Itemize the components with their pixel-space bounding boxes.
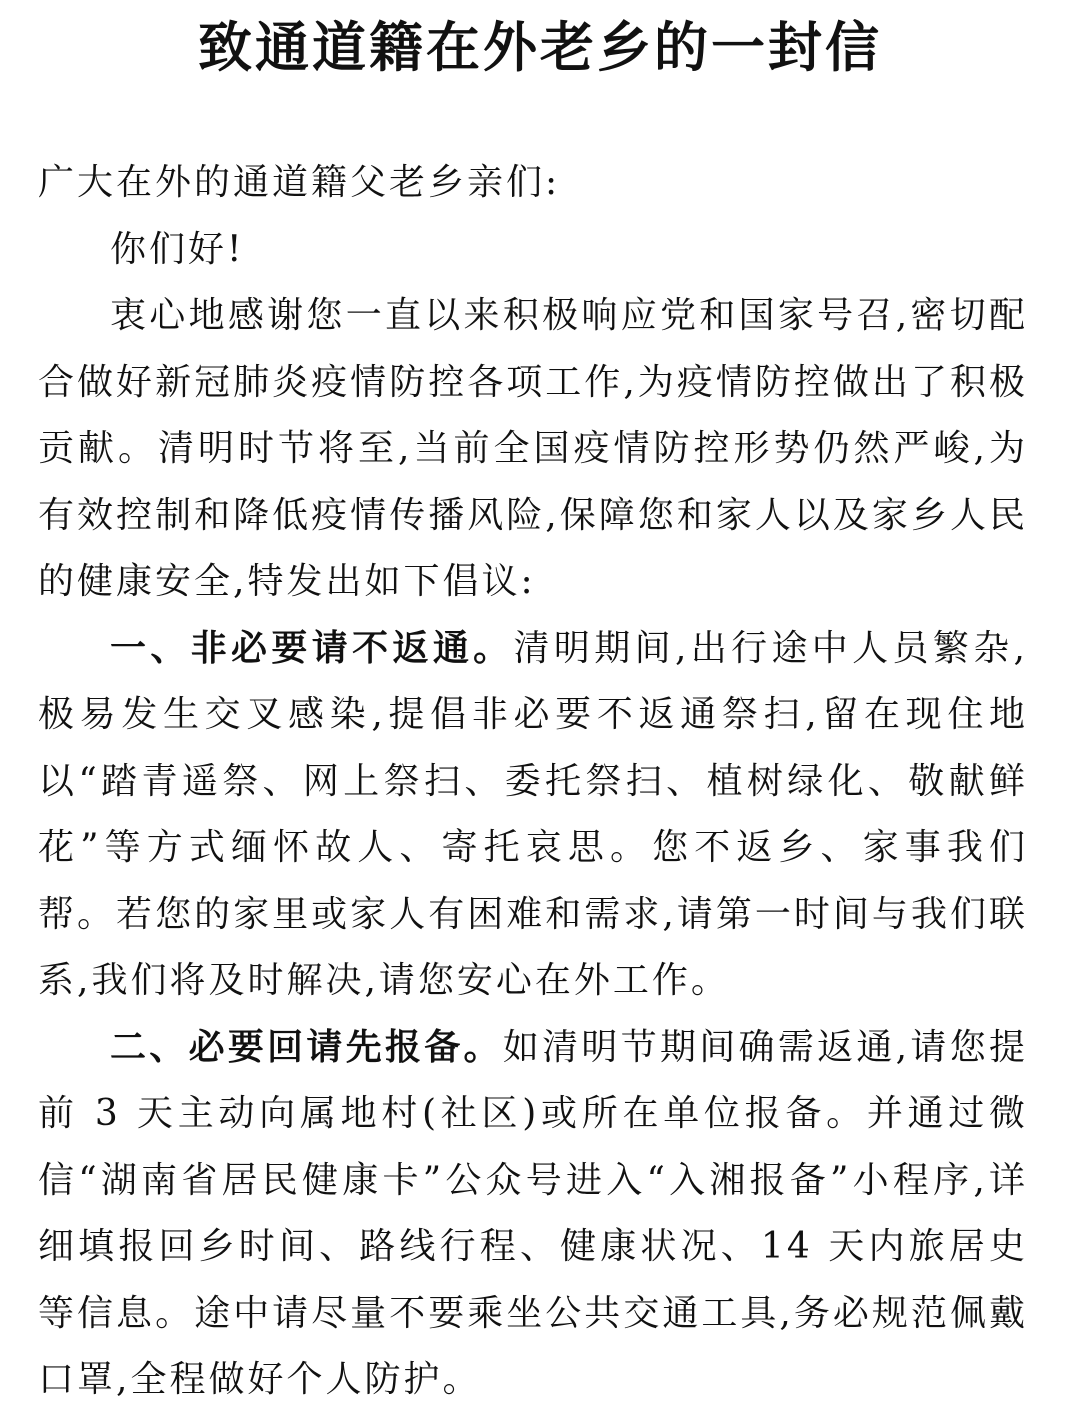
letter-body bbox=[38, 150, 1028, 1414]
item-paragraph-1 bbox=[38, 616, 1028, 1015]
letter-title: 致通道籍在外老乡的一封信 bbox=[198, 16, 882, 79]
item-text-1: 清明期间,出行途中人员繁杂,极易发生交叉感染,提倡非必要不返通祭扫,留在现住地以“踏青遥祭、网上祭扫、委托祭扫、植树绿化、敬献鲜花”等方式缅怀故人、寄托哀思。您不返乡、家事我们帮。若您的家里或家人有困难和需求,请第一时间与我们联系,我们将及时解决,请您安心在外工作。 bbox=[38, 627, 1028, 1001]
item-paragraph-2 bbox=[38, 1015, 1028, 1414]
salutation: 广大在外的通道籍父老乡亲们: bbox=[38, 162, 561, 203]
item-heading-1: 一、非必要请不返通。 bbox=[110, 627, 514, 669]
item-text-2: 如清明节期间确需返通,请您提前 3 天主动向属地村(社区)或所在单位报备。并通过微信“湖南省居民健康卡”公众号进入“入湘报备”小程序,详细填报回乡时间、路线行程、健康状况、14 天内旅居史等信息。途中请尽量不要乘坐公共交通工具,务必规范佩戴口罩,全程做好个人防护。 bbox=[38, 1026, 1028, 1400]
greeting: 你们好! bbox=[110, 228, 245, 270]
intro-paragraph: 衷心地感谢您一直以来积极响应党和国家号召,密切配合做好新冠肺炎疫情防控各项工作,为疫情防控做出了积极贡献。清明时节将至,当前全国疫情防控形势仍然严峻,为有效控制和降低疫情传播风险,保障您和家人以及家乡人民的健康安全,特发出如下倡议: bbox=[38, 295, 1028, 602]
item-heading-2: 二、必要回请先报备。 bbox=[110, 1026, 503, 1068]
